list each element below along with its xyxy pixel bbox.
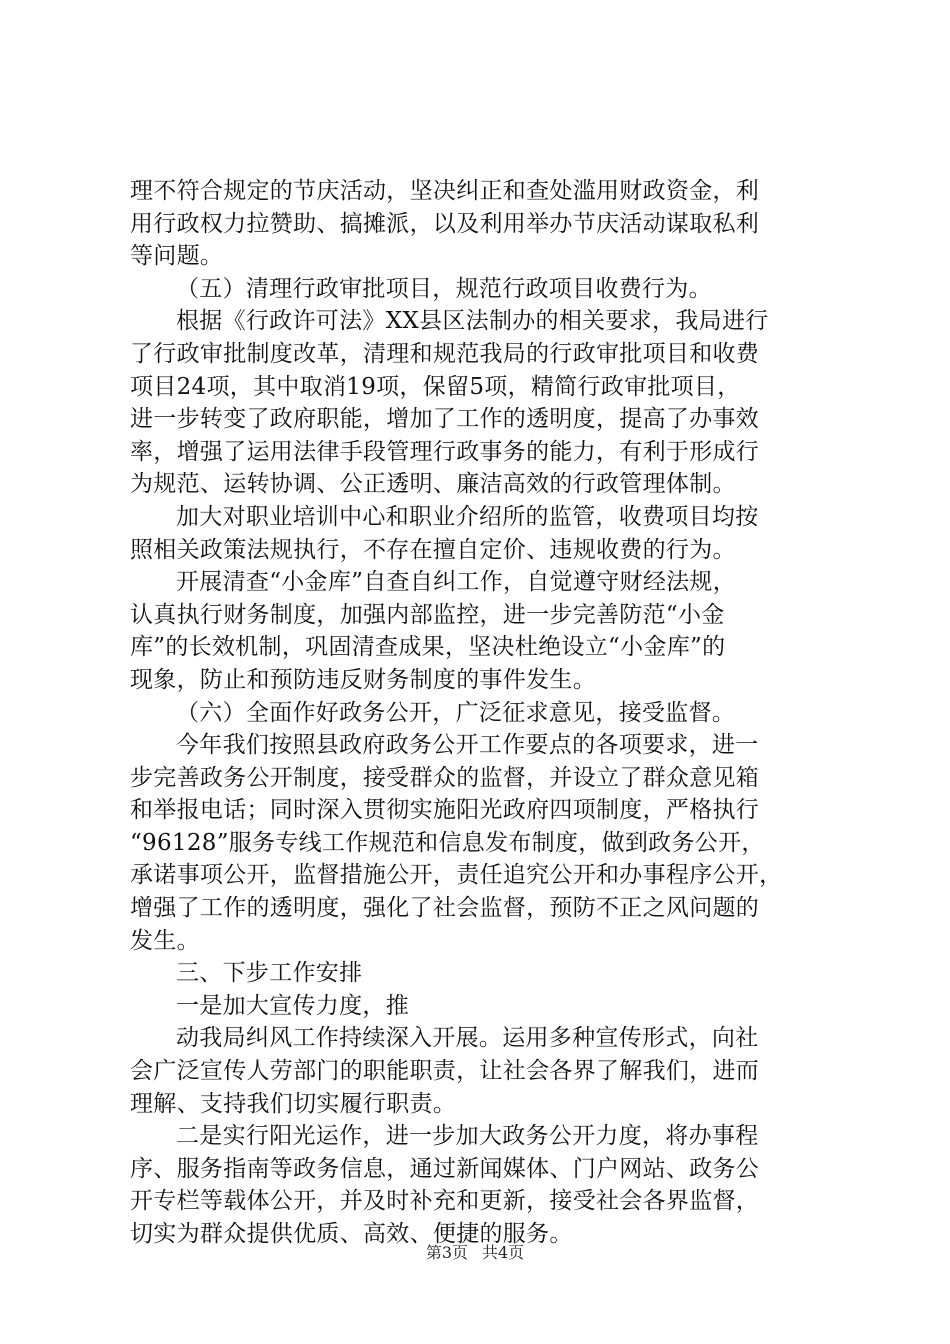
document-body xyxy=(130,175,830,1251)
text-line: 和举报电话；同时深入贯彻实施阳光政府四项制度，严格执行 xyxy=(130,797,760,824)
text-line: （五）清理行政审批项目，规范行政项目收费行为。 xyxy=(176,275,712,302)
text-line: 一是加大宣传力度，推 xyxy=(176,992,409,1019)
text-line: 等问题。 xyxy=(130,243,224,270)
text-line: 理不符合规定的节庆活动，坚决纠正和查处滥用财政资金，利 xyxy=(130,178,760,204)
page-number: 第3页 xyxy=(425,1243,468,1262)
page-footer xyxy=(0,1243,950,1263)
text-line: 库”的长效机制，巩固清查成果，坚决杜绝设立“小金库”的 xyxy=(130,634,726,661)
text-line: 开展清查“小金库”自查自纠工作，自觉遵守财经法规， xyxy=(176,569,737,596)
text-line: 照相关政策法规执行，不存在擅自定价、违规收费的行为。 xyxy=(130,536,736,563)
text-line: 现象，防止和预防违反财务制度的事件发生。 xyxy=(130,666,596,693)
text-line: “96128”服务专线工作规范和信息发布制度，做到政务公开， xyxy=(130,829,765,856)
text-line: 二是实行阳光运作，进一步加大政务公开力度，将办事程 xyxy=(176,1123,759,1150)
text-line: 根据《行政许可法》XX县区法制办的相关要求，我局进行 xyxy=(176,308,769,335)
text-line: 为规范、运转协调、公正透明、廉洁高效的行政管理体制。 xyxy=(130,471,736,498)
text-line: 动我局纠风工作持续深入开展。运用多种宣传形式，向社 xyxy=(176,1025,759,1052)
text-line: 项目24项，其中取消19项，保留5项，精简行政审批项目， xyxy=(130,373,741,400)
text-line: 发生。 xyxy=(130,927,200,954)
text-line: 了行政审批制度改革，清理和规范我局的行政审批项目和收费 xyxy=(130,340,760,367)
text-line: 加大对职业培训中心和职业介绍所的监管，收费项目均按 xyxy=(176,503,759,530)
page-total: 共4页 xyxy=(482,1243,525,1262)
text-line: 会广泛宣传人劳部门的职能职责，让社会各界了解我们，进而 xyxy=(130,1058,760,1085)
text-line: 切实为群众提供优质、高效、便捷的服务。 xyxy=(130,1221,573,1247)
text-line: 三、下步工作安排 xyxy=(176,960,363,987)
text-line: 进一步转变了政府职能，增加了工作的透明度，提高了办事效 xyxy=(130,406,760,433)
text-line: 增强了工作的透明度，强化了社会监督，预防不正之风问题的 xyxy=(130,895,760,922)
text-line: 用行政权力拉赞助、搞摊派，以及利用举办节庆活动谋取私利 xyxy=(130,210,760,237)
text-line: 认真执行财务制度，加强内部监控，进一步完善防范“小金 xyxy=(130,601,725,628)
text-line: 序、服务指南等政务信息，通过新闻媒体、门户网站、政务公 xyxy=(130,1155,760,1182)
text-line: 步完善政务公开制度，接受群众的监督，并设立了群众意见箱 xyxy=(130,764,760,791)
text-line: （六）全面作好政务公开，广泛征求意见，接受监督。 xyxy=(176,699,736,726)
text-line: 开专栏等载体公开，并及时补充和更新，接受社会各界监督， xyxy=(130,1188,760,1215)
text-line: 今年我们按照县政府政务公开工作要点的各项要求，进一 xyxy=(176,732,759,759)
text-line: 承诺事项公开，监督措施公开，责任追究公开和办事程序公开， xyxy=(130,862,783,889)
text-line: 率，增强了运用法律手段管理行政事务的能力，有利于形成行 xyxy=(130,438,760,465)
text-line: 理解、支持我们切实履行职责。 xyxy=(130,1090,457,1117)
